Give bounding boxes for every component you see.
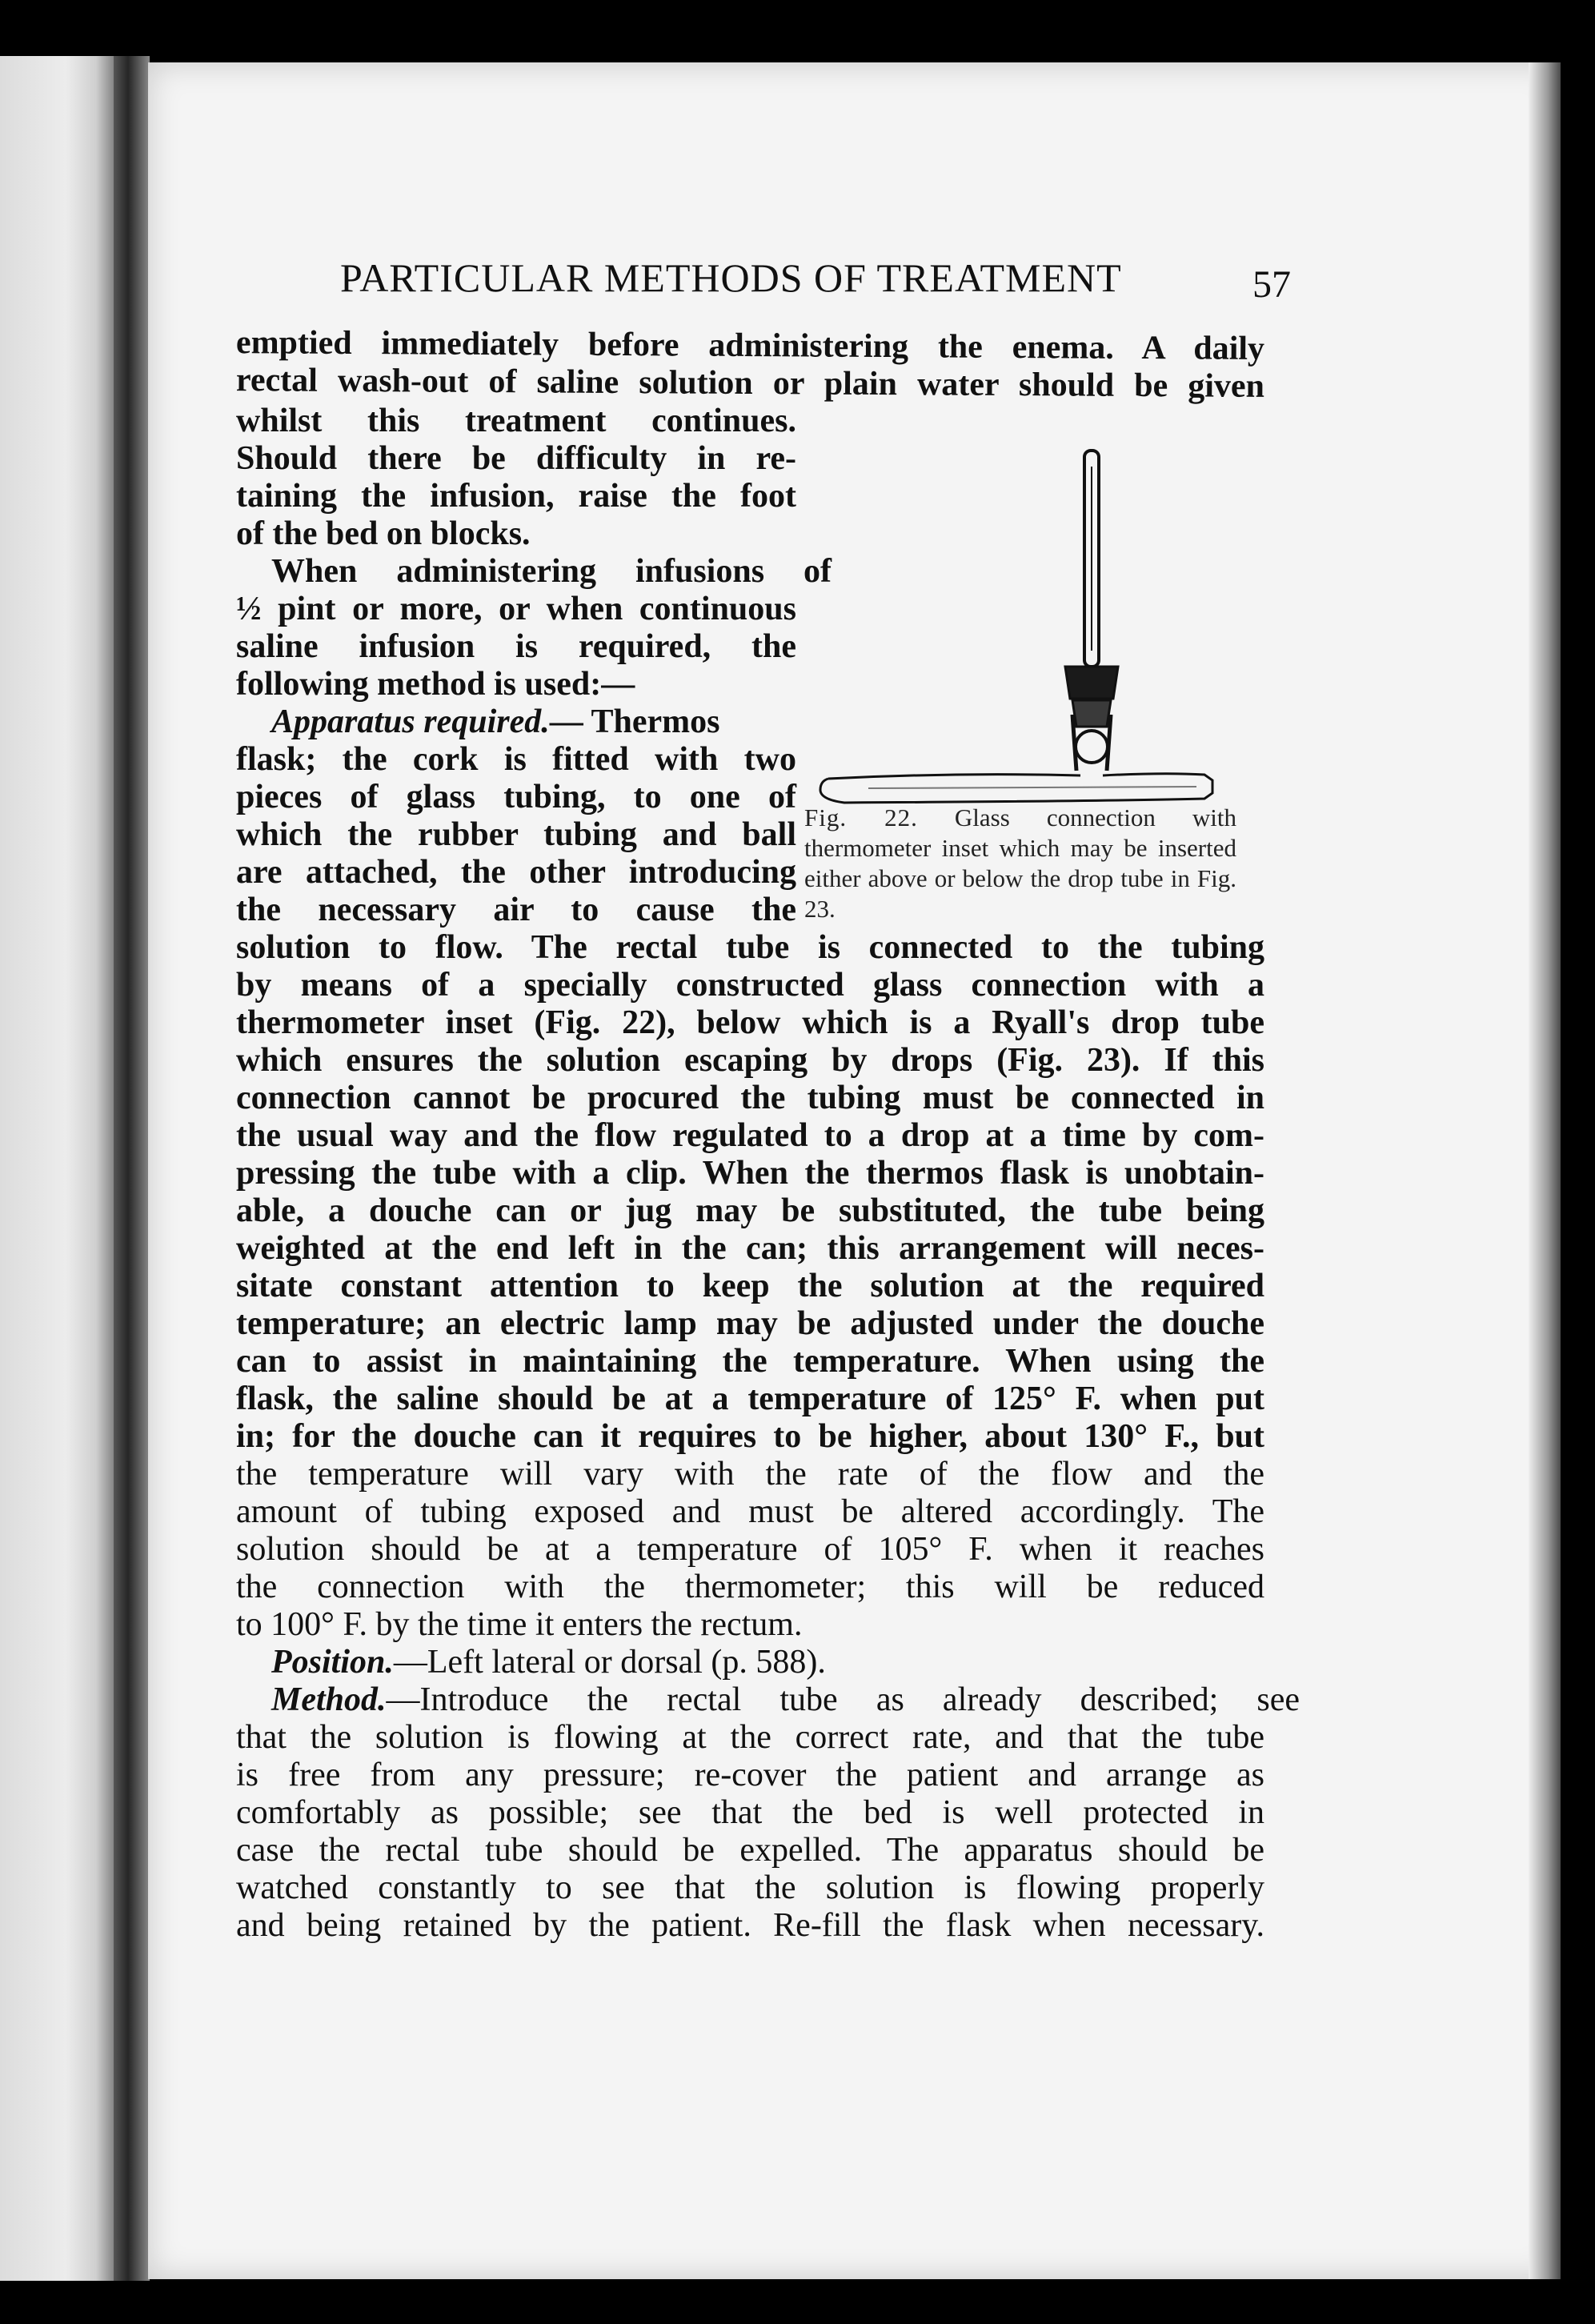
text-line: comfortably as possible; see that the bed is well protected in <box>236 1794 1264 1831</box>
text-line: following method is used:— <box>236 666 635 703</box>
run-in-text: —Introduce the rectal tube as already described; see <box>386 1681 1300 1718</box>
text-line: the usual way and the flow regulated to a drop at a time by com- <box>236 1117 1264 1154</box>
text-line: is free from any pressure; re-cover the patient and arrange as <box>236 1757 1264 1793</box>
text-line: taining the infusion, raise the foot <box>236 478 796 515</box>
text-line: rectal wash-out of saline solution or plain water should be given <box>235 362 1265 405</box>
text-line: pressing the tube with a clip. When the thermos flask is unobtain- <box>236 1155 1264 1192</box>
run-in-text: —Left lateral or dorsal (p. 588). <box>393 1644 826 1681</box>
figure-label: Fig. 22. <box>804 803 918 831</box>
text-line: can to assist in maintaining the temperature. When using the <box>236 1343 1264 1380</box>
page-text <box>148 62 1561 2279</box>
running-head: PARTICULAR METHODS OF TREATMENT <box>340 255 1122 300</box>
book-gutter <box>114 56 150 2281</box>
figure-caption <box>804 803 1236 924</box>
text-line: When administering infusions of <box>271 553 832 590</box>
book-page <box>148 62 1561 2279</box>
run-in-heading: Method. <box>271 1681 387 1718</box>
text-line: weighted at the end left in the can; this arrangement will neces- <box>236 1230 1264 1267</box>
text-line-heading <box>236 1643 1300 1681</box>
text-line: that the solution is flowing at the correct rate, and that the tube <box>236 1719 1264 1756</box>
text-line: to 100° F. by the time it enters the rectum. <box>236 1606 803 1643</box>
text-line: by means of a specially constructed glass connection with a <box>236 967 1264 1004</box>
text-line: the temperature will vary with the rate of the flow and the <box>236 1456 1264 1493</box>
thermometer-illustration <box>820 451 1212 803</box>
text-line: amount of tubing exposed and must be altered accordingly. The <box>236 1493 1264 1530</box>
text-line: solution should be at a temperature of 105° F. when it reaches <box>236 1531 1264 1568</box>
text-line: saline infusion is required, the <box>236 628 796 665</box>
text-line: temperature; an electric lamp may be adjusted under the douche <box>236 1305 1264 1342</box>
text-line: pieces of glass tubing, to one of <box>236 779 796 815</box>
text-line: sitate constant attention to keep the solution at the required <box>236 1268 1264 1304</box>
text-line-heading <box>236 1681 1300 1719</box>
text-line: in; for the douche can it requires to be higher, about 130° F., but <box>236 1418 1264 1455</box>
text-line: the necessary air to cause the <box>236 892 796 928</box>
run-in-heading: Apparatus required. <box>271 703 550 740</box>
text-line: case the rectal tube should be expelled. The apparatus should be <box>236 1832 1264 1869</box>
text-line: whilst this treatment continues. <box>236 403 796 439</box>
run-in-text: — Thermos <box>549 703 720 740</box>
figure-caption-text: Glass connection with thermometer inset which may be inserted either above or below the drop tube in Fig. 23. <box>804 803 1236 923</box>
page-number: 57 <box>1252 263 1291 306</box>
text-line: able, a douche can or jug may be substituted, the tube being <box>236 1192 1264 1229</box>
text-line: are attached, the other introducing <box>236 854 796 891</box>
text-line: the connection with the thermometer; this will be reduced <box>236 1569 1264 1605</box>
text-line: which ensures the solution escaping by drops (Fig. 23). If this <box>236 1042 1264 1079</box>
text-line: Should there be difficulty in re- <box>236 440 796 477</box>
run-in-heading: Position. <box>271 1644 394 1681</box>
text-line: emptied immediately before administering the enema. A daily <box>235 324 1265 367</box>
facing-page-edge <box>0 56 120 2281</box>
text-line-heading <box>236 703 832 741</box>
text-line: and being retained by the patient. Re-fill the flask when necessary. <box>236 1907 1264 1944</box>
text-line: of the bed on blocks. <box>236 515 531 552</box>
text-line: flask; the cork is fitted with two <box>236 741 796 778</box>
text-line: connection cannot be procured the tubing must be connected in <box>236 1080 1264 1116</box>
text-line: solution to flow. The rectal tube is connected to the tubing <box>236 929 1264 966</box>
text-line: which the rubber tubing and ball <box>236 816 796 853</box>
text-line: ½ pint or more, or when continuous <box>236 591 796 627</box>
text-line: flask, the saline should be at a temperature of 125° F. when put <box>236 1380 1264 1417</box>
text-line: thermometer inset (Fig. 22), below which is a Ryall's drop tube <box>236 1004 1264 1041</box>
text-line: watched constantly to see that the solution is flowing properly <box>236 1869 1264 1906</box>
